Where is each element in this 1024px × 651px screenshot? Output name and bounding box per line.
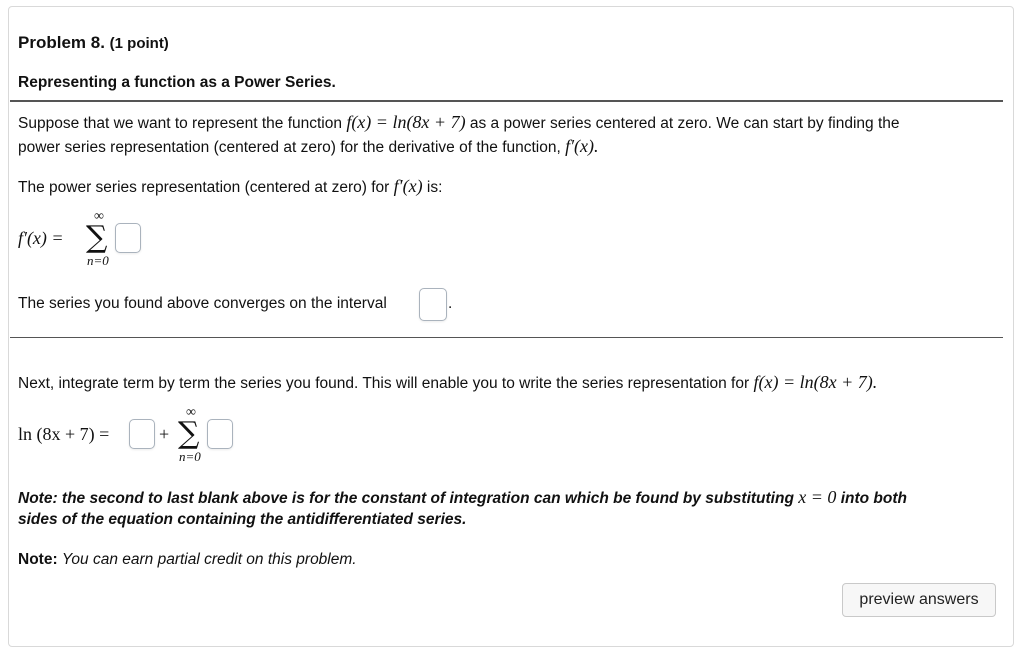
problem-subtitle: Representing a function as a Power Series. [18,74,336,91]
interval-text: The series you found above converges on the interval [18,295,387,312]
note1-line2: sides of the equation containing the antidifferentiated series. [18,511,467,528]
para1-line2 [18,136,599,157]
para1-text-b: as a power series centered at zero. We can start by finding the [469,115,900,132]
divider-top [10,100,1003,102]
equation1-lhs: f′(x) = [18,228,64,248]
para2-text: The power series representation (centered at zero) for [18,179,390,196]
note1-line1 [18,487,907,508]
note1-text-b: into both [840,490,907,507]
equation1-sum-upper: ∞ [94,209,104,224]
problem-points: (1 point) [109,35,169,52]
para1-line1 [18,112,900,133]
problem-title [18,33,169,53]
preview-answers-button[interactable]: preview answers [842,583,996,617]
para2-math: f′(x) [393,176,423,196]
para3-math: f(x) = ln(8x + 7). [753,372,878,392]
equation2-plus: + [159,424,170,444]
series-term-input[interactable] [115,223,141,253]
para3-text: Next, integrate term by term the series you found. This will enable you to write the series representation for [18,375,750,392]
para2-suffix: is: [426,179,443,196]
note1-text-a: Note: the second to last blank above is for the constant of integration can which be found by substituting [18,490,794,507]
note2 [18,551,357,569]
para1-text-c: power series representation (centered at zero) for the derivative of the function, [18,139,561,156]
interval-input[interactable] [419,288,447,321]
note1-math: x = 0 [798,487,837,507]
para1-math-fprime: f′(x). [565,136,599,156]
constant-input[interactable] [129,419,155,449]
problem-number: Problem 8. [18,33,105,52]
para2 [18,176,442,197]
equation2-sum-upper: ∞ [186,405,196,420]
equation2-lhs: ln (8x + 7) = [18,424,110,444]
note2-text: You can earn partial credit on this problem. [61,551,357,568]
sigma-icon: ∑ [178,416,200,451]
para3 [18,372,877,393]
equation2-sum-lower: n=0 [179,449,201,464]
para1-math-f: f(x) = ln(8x + 7) [346,112,466,132]
sigma-icon: ∑ [86,220,108,255]
divider-middle [10,337,1003,338]
equation1-sum-lower: n=0 [87,253,109,268]
integrated-series-term-input[interactable] [207,419,233,449]
para1-text-a: Suppose that we want to represent the function [18,115,342,132]
note2-label: Note: [18,551,58,568]
interval-period: . [448,295,453,312]
